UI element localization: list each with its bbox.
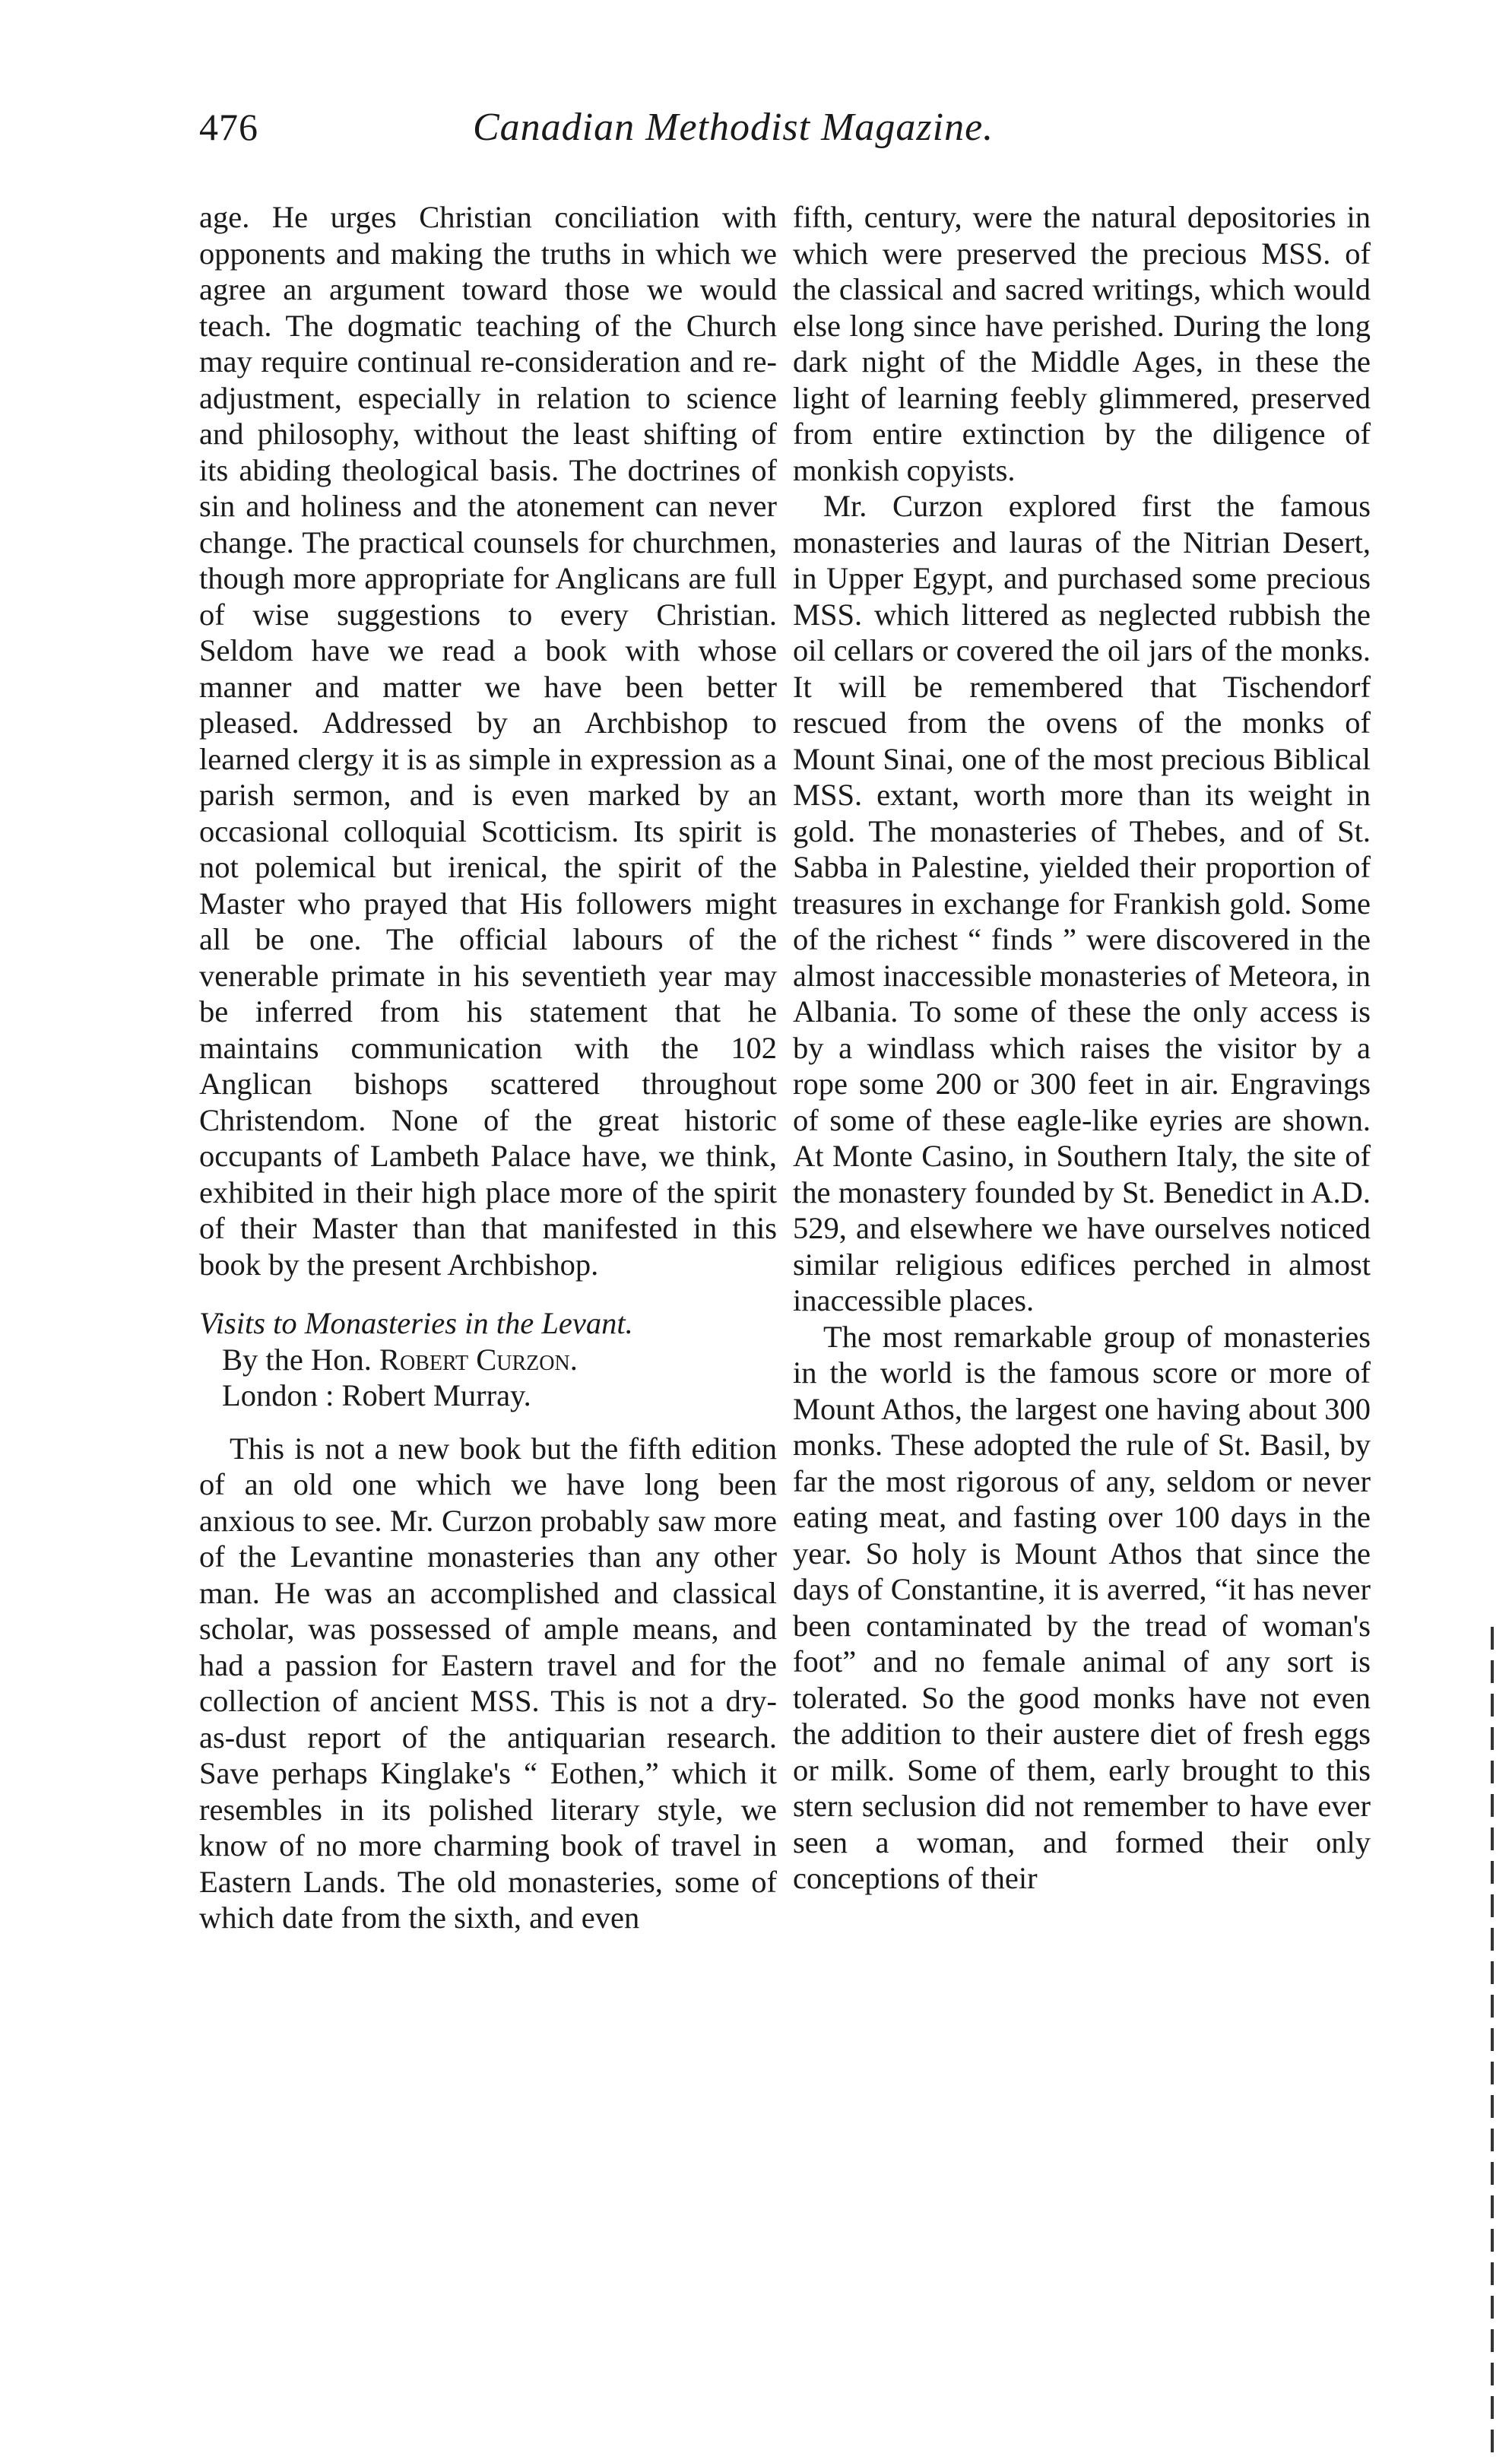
running-head bbox=[199, 105, 1362, 166]
book-review-author-prefix: By the Hon. bbox=[222, 1342, 379, 1377]
right-column bbox=[793, 199, 1371, 1897]
left-column bbox=[199, 199, 777, 1936]
book-review-title: Visits to Monasteries in the Levant. bbox=[199, 1306, 633, 1340]
book-review-heading bbox=[199, 1305, 777, 1414]
journal-title: Canadian Methodist Magazine. bbox=[473, 106, 994, 149]
book-review-author bbox=[199, 1342, 777, 1378]
left-paragraph-review: This is not a new book but the fifth edition of an old one which we have long been anxious to see. Mr. Curzon probably saw more of the Levantine monasteries than any other man. He was an accomplished and classical scholar, was possessed of ample means, and had a passion for Eastern travel and for the collection of ancient MSS. This is not a dry-as-dust report of the antiquarian research. Save perhaps Kinglake's “ Eothen,” which it resembles in its polished literary style, we know of no more charming book of travel in Eastern Lands. The old monasteries, some of which date from the sixth, and even bbox=[199, 1431, 777, 1935]
left-paragraph-continued: age. He urges Christian conciliation with opponents and making the truths in which we agree an argument toward those we would teach. The dogmatic teaching of the Church may require continual re-consideration and re-adjustment, especially in relation to science and philosophy, without the least shifting of its abiding theological basis. The doctrines of sin and holiness and the atonement can never change. The practical counsels for churchmen, though more appropriate for Anglicans are full of wise suggestions to every Christian. Seldom have we read a book with whose manner and matter we have been better pleased. Addressed by an Archbishop to learned clergy it is as simple in expression as a parish sermon, and is even marked by an occasional colloquial Scotticism. Its spirit is not polemical but irenical, the spirit of the Master who prayed that His followers might all be one. The official labours of the venerable primate in his seventieth year may be inferred from his statement that he maintains communication with the 102 Anglican bishops scattered throughout Christendom. None of the great historic occupants of Lambeth Palace have, we think, exhibited in their high place more of the spirit of their Master than that manifested in this book by the present Archbishop. bbox=[199, 200, 777, 1282]
right-paragraph-continued: fifth, century, were the natural depositories in which were preserved the precious MSS. of the classical and sacred writings, which would else long since have perished. During the long dark night of the Middle Ages, in these the light of learning feebly glimmered, preserved from entire extinction by the diligence of monkish copyists. bbox=[793, 200, 1371, 487]
binding-edge-mark bbox=[1491, 1627, 1494, 2463]
page-number: 476 bbox=[199, 106, 258, 148]
right-paragraph-curzon: Mr. Curzon explored first the famous monasteries and lauras of the Nitrian Desert, in Upper Egypt, and purchased some precious MSS. which littered as neglected rubbish the oil cellars or covered the oil jars of the monks. It will be remembered that Tischendorf rescued from the ovens of the monks of Mount Sinai, one of the most precious Biblical MSS. extant, worth more than its weight in gold. The monasteries of Thebes, and of St. Sabba in Palestine, yielded their proportion of treasures in exchange for Frankish gold. Some of the richest “ finds ” were discovered in the almost inaccessible monasteries of Meteora, in Albania. To some of these the only access is by a windlass which raises the visitor by a rope some 200 or 300 feet in air. Engravings of some of these eagle-like eyries are shown. At Monte Casino, in Southern Italy, the site of the monastery founded by St. Benedict in A.D. 529, and elsewhere we have ourselves noticed similar religious edifices perched in almost inaccessible places. bbox=[793, 489, 1371, 1317]
book-review-author-name: Robert Curzon. bbox=[379, 1342, 578, 1377]
right-paragraph-athos: The most remarkable group of monasteries in the world is the famous score or more of Mount Athos, the largest one having about 300 monks. These adopted the rule of St. Basil, by far the most rigorous of any, seldom or never eating meat, and fasting over 100 days in the year. So holy is Mount Athos that since the days of Constantine, it is averred, “it has never been contaminated by the tread of woman's foot” and no female animal of any sort is tolerated. So the good monks have not even the addition to their austere diet of fresh eggs or milk. Some of them, early brought to this stern seclusion did not remember to have ever seen a woman, and formed their only conceptions of their bbox=[793, 1319, 1371, 1895]
book-review-publisher: London : Robert Murray. bbox=[222, 1378, 531, 1412]
